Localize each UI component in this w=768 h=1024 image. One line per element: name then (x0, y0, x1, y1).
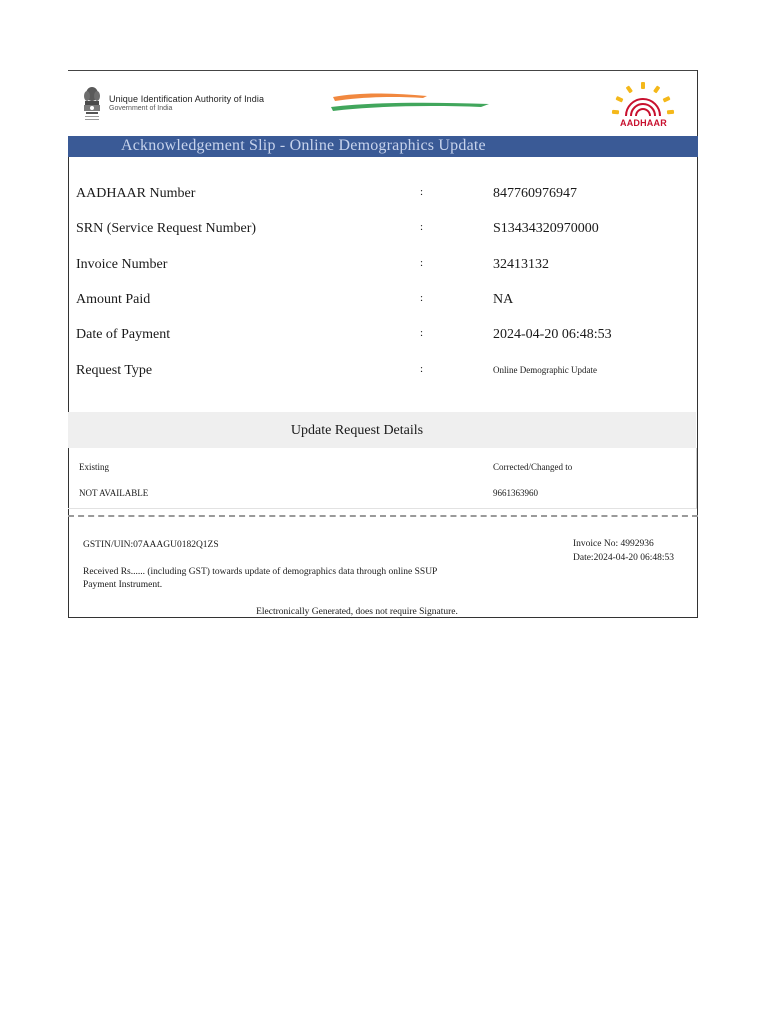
title-banner (68, 136, 698, 157)
received-text-line2: Payment Instrument. (83, 580, 163, 590)
field-value: NA (493, 292, 514, 307)
field-label: Request Type (76, 363, 153, 378)
field-value: 2024-04-20 06:48:53 (493, 327, 612, 342)
acknowledgement-slip (68, 70, 698, 618)
field-separator: : (420, 292, 424, 304)
left-border (68, 136, 69, 618)
organization-block (109, 94, 264, 112)
update-request-details-table (68, 448, 697, 509)
field-label: Invoice Number (76, 257, 168, 272)
field-label: Date of Payment (76, 327, 171, 342)
bottom-border (68, 617, 698, 618)
field-value: 32413132 (493, 257, 549, 272)
tear-off-line (68, 515, 698, 517)
field-separator: : (420, 186, 424, 198)
organization-name: Unique Identification Authority of India (109, 94, 265, 104)
aadhaar-logo-text: AADHAAR (620, 118, 667, 128)
slip-title: Acknowledgement Slip - Online Demographics Update (121, 137, 486, 154)
tricolour-swoosh-icon (331, 90, 491, 116)
field-value: Online Demographic Update (493, 365, 597, 375)
existing-value: NOT AVAILABLE (79, 488, 149, 498)
update-request-details-title: Update Request Details (290, 423, 424, 438)
slip-header (68, 70, 698, 136)
field-separator: : (420, 221, 424, 233)
field-value: S13434320970000 (493, 221, 599, 236)
field-label: Amount Paid (76, 292, 151, 307)
invoice-no-text: Invoice No: 4992936 (573, 539, 654, 549)
existing-column-header: Existing (79, 462, 110, 472)
organization-subtitle: Government of India (109, 105, 173, 112)
changed-value: 9661363960 (493, 488, 538, 498)
field-label: SRN (Service Request Number) (76, 221, 257, 236)
field-separator: : (420, 257, 424, 269)
gstin-text: GSTIN/UIN:07AAAGU0182Q1ZS (83, 540, 219, 550)
received-text-line1: Received Rs...... (including GST) towards update of demographics data through online SSUP (83, 567, 438, 577)
changed-column-header: Corrected/Changed to (493, 462, 573, 472)
field-label: AADHAAR Number (76, 186, 196, 201)
field-separator: : (420, 363, 424, 375)
update-request-details-header (68, 412, 696, 448)
invoice-date-text: Date:2024-04-20 06:48:53 (573, 553, 675, 563)
field-value: 847760976947 (493, 186, 577, 201)
field-separator: : (420, 327, 424, 339)
electronically-generated-note: Electronically Generated, does not require Signature. (256, 607, 458, 617)
national-emblem-icon (81, 85, 103, 125)
